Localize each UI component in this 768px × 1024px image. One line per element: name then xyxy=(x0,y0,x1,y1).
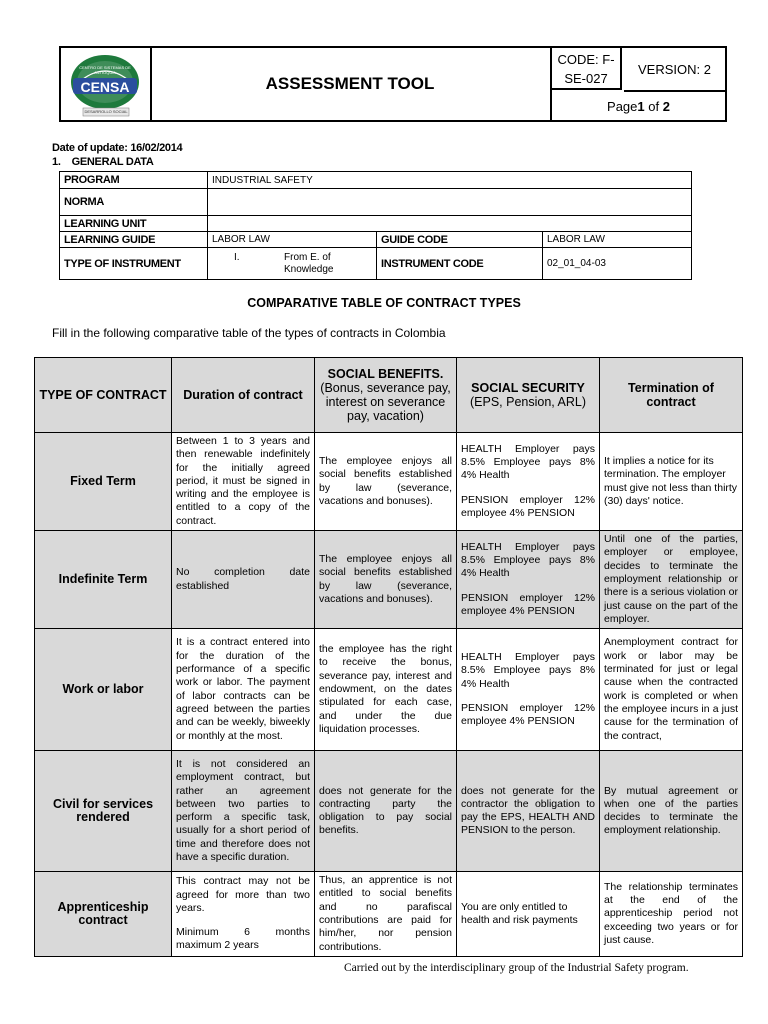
row-security xyxy=(457,531,600,629)
header-duration: Duration of contract xyxy=(172,358,315,433)
norma-value xyxy=(208,189,692,216)
logo-cell xyxy=(61,48,152,120)
row-duration-text: This contract may not be agreed for more than two years. xyxy=(176,875,310,914)
instrument-code-value: 02_01_04-03 xyxy=(543,248,692,280)
row-benefits: the employee has the right to receive the bonus, severance pay, interest and endowment, on the dates stipulated for each case, and under the due liquidation processes. xyxy=(315,629,457,751)
row-type: Work or labor xyxy=(35,629,172,751)
row-termination: Until one of the parties, employer or employee, decides to terminate the employment relationship or there is a serious violation or just cause on the part of the employer. xyxy=(600,531,743,629)
row-security: does not generate for the contractor the obligation to pay the EPS, HEALTH AND PENSION to the person. xyxy=(457,751,600,872)
instrument-code-label: INSTRUMENT CODE xyxy=(377,248,543,280)
header-benefits-title: SOCIAL BENEFITS. xyxy=(327,367,444,381)
header-type: TYPE OF CONTRACT xyxy=(35,358,172,433)
table-row xyxy=(35,531,743,629)
table-row xyxy=(35,751,743,872)
document-version: VERSION: 2 xyxy=(624,48,725,92)
general-data-table xyxy=(59,171,692,280)
row-duration: It is a contract entered into for the duration of the performance of a specific work or labor. The payment of labor contracts can be agreed between the parties and can be weekly, biweekly or monthly at the most. xyxy=(172,629,315,751)
row-termination: By mutual agreement or when one of the parties decides to terminate the employment relationship. xyxy=(600,751,743,872)
table-row xyxy=(35,629,743,751)
footer-note: Carried out by the interdisciplinary group of the Industrial Safety program. xyxy=(344,962,689,974)
row-benefits: Thus, an apprentice is not entitled to social benefits and no parafiscal contributions are paid for him/her, nor pension contributions. xyxy=(315,872,457,957)
row-benefits: The employee enjoys all social benefits established by law (severance, vacations and bonuses). xyxy=(315,433,457,531)
comparative-title: COMPARATIVE TABLE OF CONTRACT TYPES xyxy=(247,296,521,310)
table-header-row xyxy=(35,358,743,433)
learning-unit-value xyxy=(208,216,692,232)
row-security: You are only entitled to health and risk payments xyxy=(457,872,600,957)
page-total: 2 xyxy=(662,98,670,114)
row-duration xyxy=(172,872,315,957)
header-security xyxy=(457,358,600,433)
row-termination: Anemployment contract for work or labor may be terminated for just or legal cause when the contracted work is completed or when the employee incurs in a just cause for the termination of the contract, xyxy=(600,629,743,751)
row-duration-extra: Minimum 6 months maximum 2 years xyxy=(176,926,310,952)
instrument-type-label: TYPE OF INSTRUMENT xyxy=(60,248,208,280)
table-row xyxy=(35,872,743,957)
row-security xyxy=(457,433,600,531)
header-benefits-sub: (Bonus, severance pay, interest on severance pay, vacation) xyxy=(320,381,451,423)
header-security-title: SOCIAL SECURITY xyxy=(471,381,585,395)
row-pension: PENSION employer 12% employee 4% PENSION xyxy=(461,701,595,728)
logo-wordmark: CENSA xyxy=(80,79,130,95)
document-title: ASSESSMENT TOOL xyxy=(150,48,552,120)
row-benefits: does not generate for the contracting party the obligation to pay social benefits. xyxy=(315,751,457,872)
row-duration: It is not considered an employment contract, but rather an agreement between two parties to perform a specific task, usually for a short period of time and therefore does not have a specific duration. xyxy=(172,751,315,872)
program-value: INDUSTRIAL SAFETY xyxy=(208,172,692,189)
norma-label: NORMA xyxy=(60,189,208,216)
row-security xyxy=(457,629,600,751)
instrument-type-text: From E. of Knowledge xyxy=(284,251,334,275)
header-security-sub: (EPS, Pension, ARL) xyxy=(469,395,587,409)
table-row xyxy=(35,433,743,531)
logo-top-text: CENTRO DE SISTEMAS DE ANTIOQUIA xyxy=(79,65,131,75)
row-benefits: The employee enjoys all social benefits established by law (severance, vacations and bonuses). xyxy=(315,531,457,629)
document-header xyxy=(59,46,727,122)
document-code: CODE: F-SE-027 xyxy=(552,48,622,90)
row-termination: The relationship terminates at the end of the apprenticeship period not exceeding two years or for just cause. xyxy=(600,872,743,957)
row-duration: No completion date established xyxy=(172,531,315,629)
row-health: HEALTH Employer pays 8.5% Employee pays 8% 4% Health xyxy=(461,650,595,690)
row-type: Civil for services rendered xyxy=(35,751,172,872)
logo-bottom-text: DESARROLLO SOCIAL xyxy=(84,109,128,114)
row-pension: PENSION employer 12% employee 4% PENSION xyxy=(461,493,595,519)
row-health: HEALTH Employer pays 8.5% Employee pays 8% 4% Health xyxy=(461,442,595,482)
row-type: Fixed Term xyxy=(35,433,172,531)
section-heading: 1. GENERAL DATA xyxy=(52,156,154,168)
row-type: Indefinite Term xyxy=(35,531,172,629)
program-label: PROGRAM xyxy=(60,172,208,189)
instrument-type-num: I. xyxy=(234,251,240,263)
page-indicator: Page 1 of 2 xyxy=(607,98,670,114)
row-termination: It implies a notice for its termination. The employer must give not less than thirty (30) days' notice. xyxy=(600,433,743,531)
guide-code-label: GUIDE CODE xyxy=(377,232,543,248)
row-pension: PENSION employer 12% employee 4% PENSION xyxy=(461,591,595,618)
row-duration: Between 1 to 3 years and then renewable indefinitely for the initially agreed period, it must be signed in writing and the employee is entitled to a copy of the contract. xyxy=(172,433,315,531)
instrument-type-value xyxy=(208,248,377,280)
row-type: Apprenticeship contract xyxy=(35,872,172,957)
page-number: 1 xyxy=(637,98,645,114)
row-health: HEALTH Employer pays 8.5% Employee pays 8% 4% Health xyxy=(461,540,595,580)
contract-comparison-table xyxy=(34,357,743,957)
update-date: Date of update: 16/02/2014 xyxy=(52,142,183,154)
header-termination: Termination of contract xyxy=(600,358,743,433)
learning-guide-value: LABOR LAW xyxy=(208,232,377,248)
learning-guide-label: LEARNING GUIDE xyxy=(60,232,208,248)
learning-unit-label: LEARNING UNIT xyxy=(60,216,208,232)
instructions: Fill in the following comparative table of the types of contracts in Colombia xyxy=(52,326,446,340)
guide-code-value: LABOR LAW xyxy=(543,232,692,248)
header-benefits xyxy=(315,358,457,433)
